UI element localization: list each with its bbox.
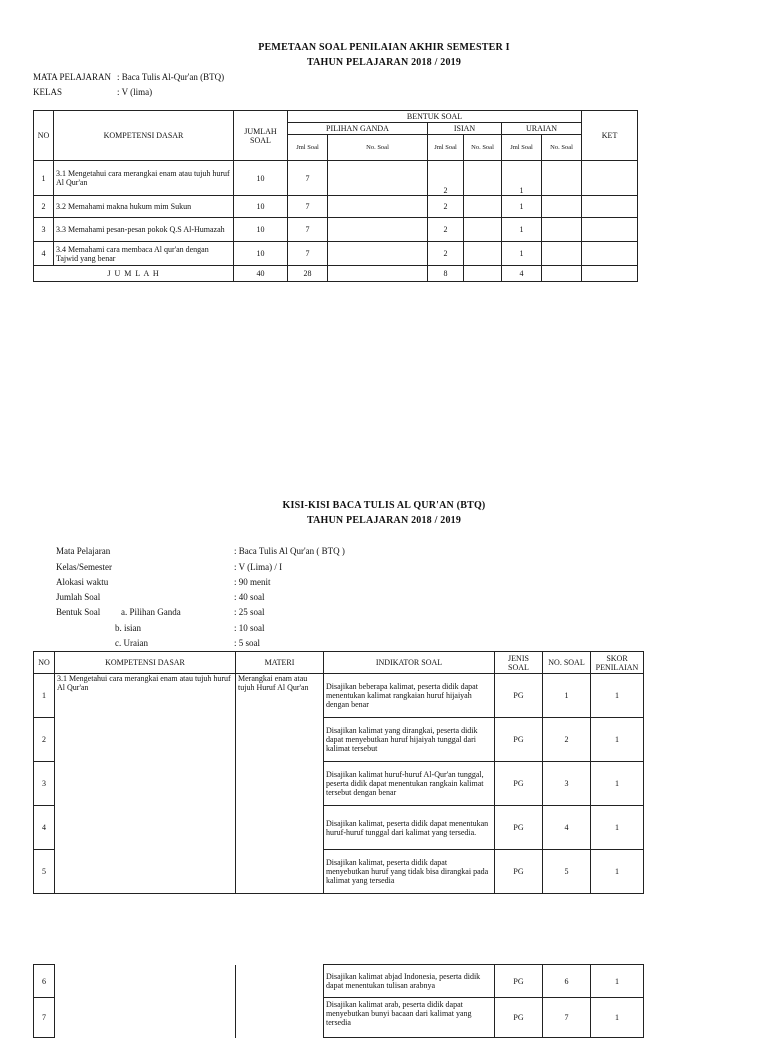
- meta-jumlah-label: Jumlah Soal: [56, 592, 101, 602]
- doc2-table-continued: [33, 964, 644, 1038]
- meta-jumlah-value: : 40 soal: [234, 592, 265, 602]
- table-row: [34, 196, 638, 218]
- row-no: 3: [34, 762, 55, 806]
- total-pg: 28: [288, 266, 328, 282]
- doc2-title: KISI-KISI BACA TULIS AL QUR'AN (BTQ): [282, 500, 486, 511]
- header-uraian-no: No. Soal: [542, 135, 582, 161]
- row-no: 2: [34, 196, 54, 218]
- row-kd: 3.1 Mengetahui cara merangkai enam atau tujuh huruf Al Qur'an: [54, 161, 234, 196]
- row-pg-no: [328, 218, 428, 242]
- total-pg-no: [328, 266, 428, 282]
- row-nosoal: 3: [543, 762, 591, 806]
- meta-bentuk-a-value: : 25 soal: [234, 607, 265, 617]
- row-no: 5: [34, 850, 55, 894]
- row-nosoal: 7: [543, 998, 591, 1038]
- doc2-table: [33, 651, 644, 894]
- total-isian: 8: [428, 266, 464, 282]
- row-skor: 1: [591, 850, 644, 894]
- header-materi: MATERI: [236, 652, 324, 674]
- table-row: [34, 242, 638, 266]
- doc1-title: PEMETAAN SOAL PENILAIAN AKHIR SEMESTER I: [258, 42, 510, 53]
- row-jumlah: 10: [234, 196, 288, 218]
- meta-kelas-value: : V (Lima) / I: [234, 562, 283, 572]
- row-isian-jml: 2: [428, 218, 464, 242]
- header-ket: KET: [582, 111, 638, 161]
- row-no: 2: [34, 718, 55, 762]
- meta-bentuk-b-value: : 10 soal: [234, 623, 265, 633]
- row-skor: 1: [591, 718, 644, 762]
- meta-bentuk-c-label: c. Uraian: [115, 638, 148, 648]
- kd-cell-continued: [55, 965, 236, 1038]
- header-kd: KOMPETENSI DASAR: [54, 111, 234, 161]
- row-no: 4: [34, 806, 55, 850]
- total-label: J U M L A H: [34, 266, 234, 282]
- row-indikator: Disajikan kalimat, peserta didik dapat menentukan huruf-huruf tunggal dari kalimat yang tersedia.: [324, 806, 495, 850]
- meta-alokasi-label: Alokasi waktu: [56, 577, 109, 587]
- header-isian: ISIAN: [428, 123, 502, 135]
- row-kd: 3.4 Memahami cara membaca Al qur'an dengan Tajwid yang benar: [54, 242, 234, 266]
- row-ket: [582, 161, 638, 196]
- materi-cell: Merangkai enam atau tujuh Huruf Al Qur'an: [236, 674, 324, 894]
- row-no: 4: [34, 242, 54, 266]
- table-row: [34, 674, 644, 718]
- row-nosoal: 1: [543, 674, 591, 718]
- row-isian-no: [464, 242, 502, 266]
- row-uraian-jml: 1: [502, 218, 542, 242]
- row-jenis: PG: [495, 718, 543, 762]
- row-isian-no: [464, 196, 502, 218]
- total-uraian: 4: [502, 266, 542, 282]
- row-isian-jml: 2: [428, 196, 464, 218]
- row-isian-jml: 2: [428, 161, 464, 196]
- row-ket: [582, 242, 638, 266]
- header-pg-jml: Jml Soal: [288, 135, 328, 161]
- row-pg-jml: 7: [288, 242, 328, 266]
- header-nosoal: NO. SOAL: [543, 652, 591, 674]
- row-uraian-jml: 1: [502, 196, 542, 218]
- row-no: 6: [34, 965, 55, 998]
- row-nosoal: 4: [543, 806, 591, 850]
- row-pg-no: [328, 242, 428, 266]
- header-uraian-jml: Jml Soal: [502, 135, 542, 161]
- row-no: 3: [34, 218, 54, 242]
- row-uraian-jml: 1: [502, 161, 542, 196]
- row-jumlah: 10: [234, 242, 288, 266]
- meta-bentuk-b-label: b. isian: [115, 623, 141, 633]
- table-row: [34, 218, 638, 242]
- header-indikator: INDIKATOR SOAL: [324, 652, 495, 674]
- row-nosoal: 2: [543, 718, 591, 762]
- header-jenis: JENIS SOAL: [495, 652, 543, 674]
- row-isian-no: [464, 161, 502, 196]
- meta-bentuk-label: Bentuk Soal: [56, 607, 101, 617]
- row-indikator: Disajikan beberapa kalimat, peserta didik dapat menentukan kalimat rangkaian huruf hijaiyah dengan benar: [324, 674, 495, 718]
- row-skor: 1: [591, 806, 644, 850]
- total-row: [34, 266, 638, 282]
- row-pg-no: [328, 196, 428, 218]
- header-skor: SKOR PENILAIAN: [591, 652, 644, 674]
- row-uraian-jml: 1: [502, 242, 542, 266]
- header-jumlah: JUMLAH SOAL: [234, 111, 288, 161]
- kd-cell: 3.1 Mengetahui cara merangkai enam atau tujuh huruf Al Qur'an: [55, 674, 236, 894]
- row-kd: 3.2 Memahami makna hukum mim Sukun: [54, 196, 234, 218]
- row-no: 1: [34, 674, 55, 718]
- row-pg-jml: 7: [288, 196, 328, 218]
- row-pg-jml: 7: [288, 218, 328, 242]
- row-jenis: PG: [495, 850, 543, 894]
- doc1-subtitle: TAHUN PELAJARAN 2018 / 2019: [306, 57, 462, 68]
- row-jumlah: 10: [234, 218, 288, 242]
- row-no: 1: [34, 161, 54, 196]
- row-skor: 1: [591, 998, 644, 1038]
- header-no: NO: [34, 111, 54, 161]
- table-row: [34, 965, 644, 998]
- total-ket: [582, 266, 638, 282]
- row-skor: 1: [591, 674, 644, 718]
- meta-bentuk-c-value: : 5 soal: [234, 638, 260, 648]
- doc1-kelas-value: : V (lima): [117, 87, 153, 97]
- row-jenis: PG: [495, 965, 543, 998]
- doc1-table: [33, 110, 638, 282]
- header-isian-no: No. Soal: [464, 135, 502, 161]
- row-uraian-no: [542, 242, 582, 266]
- doc1-mapel-value: : Baca Tulis Al-Qur'an (BTQ): [117, 72, 225, 82]
- total-uraian-no: [542, 266, 582, 282]
- meta-kelas-label: Kelas/Semester: [56, 562, 112, 572]
- row-indikator: Disajikan kalimat abjad Indonesia, peserta didik dapat menentukan tulisan arabnya: [324, 965, 495, 998]
- row-nosoal: 6: [543, 965, 591, 998]
- row-ket: [582, 196, 638, 218]
- row-uraian-no: [542, 218, 582, 242]
- row-pg-no: [328, 161, 428, 196]
- meta-bentuk-a-label: a. Pilihan Ganda: [121, 607, 181, 617]
- total-isian-no: [464, 266, 502, 282]
- header-isian-jml: Jml Soal: [428, 135, 464, 161]
- row-nosoal: 5: [543, 850, 591, 894]
- row-isian-no: [464, 218, 502, 242]
- meta-mapel-label: Mata Pelajaran: [56, 546, 111, 556]
- header-uraian: URAIAN: [502, 123, 582, 135]
- header-pg-no: No. Soal: [328, 135, 428, 161]
- header-kd: KOMPETENSI DASAR: [55, 652, 236, 674]
- row-ket: [582, 218, 638, 242]
- row-skor: 1: [591, 965, 644, 998]
- row-uraian-no: [542, 161, 582, 196]
- row-indikator: Disajikan kalimat, peserta didik dapat menyebutkan huruf yang tidak bisa dirangkai pada kalimat yang tersedia: [324, 850, 495, 894]
- row-pg-jml: 7: [288, 161, 328, 196]
- row-uraian-no: [542, 196, 582, 218]
- row-indikator: Disajikan kalimat huruf-huruf Al-Qur'an tunggal, peserta didik dapat menentukan rangkain kalimat tersebut dengan benar: [324, 762, 495, 806]
- row-skor: 1: [591, 762, 644, 806]
- row-no: 7: [34, 998, 55, 1038]
- table-row: [34, 161, 638, 196]
- row-jumlah: 10: [234, 161, 288, 196]
- doc2-subtitle: TAHUN PELAJARAN 2018 / 2019: [306, 515, 462, 526]
- meta-alokasi-value: : 90 menit: [234, 577, 271, 587]
- row-indikator: Disajikan kalimat arab, peserta didik dapat menyebutkan bunyi bacaan dari kalimat yang tersedia: [324, 998, 495, 1038]
- row-jenis: PG: [495, 998, 543, 1038]
- header-bentuk: BENTUK SOAL: [288, 111, 582, 123]
- row-indikator: Disajikan kalimat yang dirangkai, peserta didik dapat menyebutkan huruf hijaiyah tunggal dari kalimat tersebut: [324, 718, 495, 762]
- row-jenis: PG: [495, 674, 543, 718]
- doc1-mapel-label: MATA PELAJARAN: [33, 72, 112, 82]
- total-jumlah: 40: [234, 266, 288, 282]
- materi-cell-continued: [236, 965, 324, 1038]
- row-jenis: PG: [495, 762, 543, 806]
- header-pg: PILIHAN GANDA: [288, 123, 428, 135]
- row-kd: 3.3 Memahami pesan-pesan pokok Q.S Al-Humazah: [54, 218, 234, 242]
- row-jenis: PG: [495, 806, 543, 850]
- row-isian-jml: 2: [428, 242, 464, 266]
- meta-mapel-value: : Baca Tulis Al Qur'an ( BTQ ): [234, 546, 345, 556]
- header-no: NO: [34, 652, 55, 674]
- doc1-kelas-label: KELAS: [33, 87, 62, 97]
